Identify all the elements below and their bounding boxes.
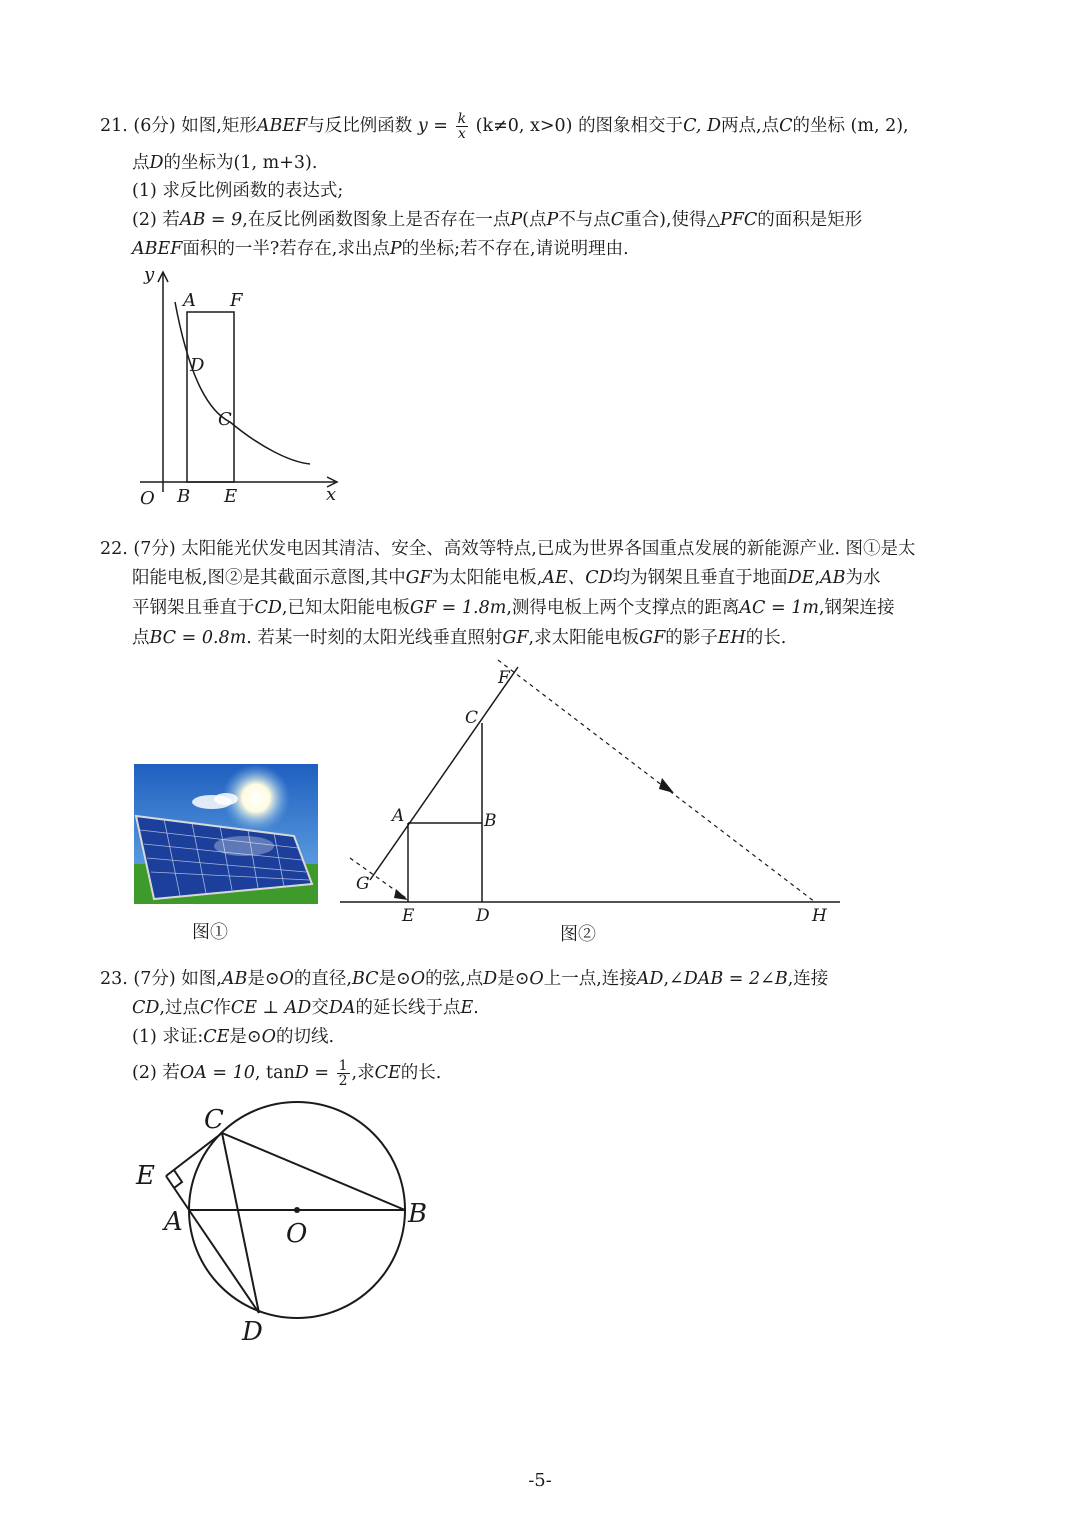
q22-label-g: G <box>356 874 370 894</box>
q21-label-e: E <box>224 486 238 507</box>
q21-label-y: y <box>144 264 155 285</box>
figure-1-caption: 图① <box>192 922 228 943</box>
q22-line-2: 阳能电板,图②是其截面示意图,其中GF为太阳能电板,AE、CD均为钢架且垂直于地面DE,AB为水 <box>132 568 881 588</box>
q23-label-b: B <box>408 1199 428 1229</box>
q22-cross-section-figure <box>330 655 850 930</box>
q23-label-d: D <box>242 1317 263 1347</box>
q21-label-c: C <box>218 409 232 430</box>
q21-label-x: x <box>326 484 337 505</box>
q23-line-1: 23. (7分) 如图,AB是⊙O的直径,BC是⊙O的弦,点D是⊙O上一点,连接AD,∠DAB = 2∠B,连接 <box>100 969 829 989</box>
q22-label-f: F <box>498 668 510 688</box>
q21-part-1: (1) 求反比例函数的表达式; <box>132 181 344 201</box>
q21-figure <box>130 262 350 512</box>
fraction-one-half: $\frac{1}{2}$ <box>338 1058 348 1089</box>
q22-label-b: B <box>484 811 497 831</box>
q23-circle-figure <box>130 1100 440 1350</box>
q21-label-d: D <box>190 355 205 376</box>
q23-line-2: CD,过点C作CE ⊥ AD交DA的延长线于点E. <box>132 998 479 1018</box>
q22-line-1: 22. (7分) 太阳能光伏发电因其清洁、安全、高效等特点,已成为世界各国重点发展的新能源产业. 图①是太 <box>100 539 916 559</box>
q22-line-3: 平钢架且垂直于CD,已知太阳能电板GF = 1.8m,测得电板上两个支撑点的距离AC = 1m,钢架连接 <box>132 598 895 618</box>
q22-label-e: E <box>402 906 415 926</box>
q21-line-1: 21. (6分) 如图,矩形ABEF与反比例函数 y = $\frac{k}{x}$ (k≠0, x>0) 的图象相交于C, D两点,点C的坐标 (m, 2), <box>100 111 909 142</box>
q23-part-2: (2) 若OA = 10, tanD = $\frac{1}{2}$ ,求CE的长. <box>132 1058 442 1089</box>
q21-line-2: 点D的坐标为(1, m+3). <box>132 153 318 173</box>
solar-panel-photo <box>134 764 318 904</box>
q23-label-a: A <box>164 1207 183 1237</box>
q21-label-f: F <box>230 290 243 311</box>
q23-part-1: (1) 求证:CE是⊙O的切线. <box>132 1027 335 1047</box>
q21-label-a: A <box>183 290 196 311</box>
q21-label-o: O <box>140 488 155 509</box>
q21-part-2-line-2: ABEF面积的一半?若存在,求出点P的坐标;若不存在,请说明理由. <box>132 239 629 259</box>
page-number: -5- <box>528 1470 552 1491</box>
q22-line-4: 点BC = 0.8m. 若某一时刻的太阳光线垂直照射GF,求太阳能电板GF的影子EH的长. <box>132 628 787 648</box>
q22-label-d: D <box>476 906 490 926</box>
q22-label-h: H <box>812 906 827 926</box>
q23-label-c: C <box>204 1105 224 1135</box>
q22-label-c: C <box>465 708 479 728</box>
q21-label-b: B <box>177 486 191 507</box>
fraction-k-over-x: $\frac{k}{x}$ <box>457 111 467 142</box>
figure-2-caption: 图② <box>560 924 596 945</box>
q21-part-2: (2) 若AB = 9,在反比例函数图象上是否存在一点P(点P不与点C重合),使得△PFC的面积是矩形 <box>132 210 863 230</box>
q23-label-e: E <box>136 1161 155 1191</box>
q23-label-o: O <box>286 1219 308 1249</box>
q22-label-a: A <box>392 806 405 826</box>
